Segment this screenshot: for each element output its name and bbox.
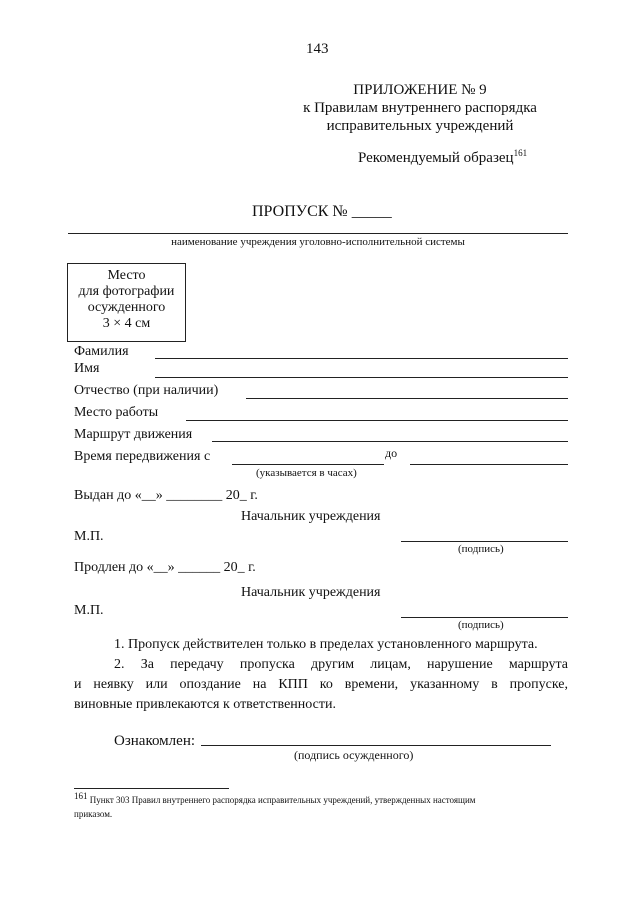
footnote-text-line-2: приказом. xyxy=(74,809,113,819)
institution-line xyxy=(68,233,568,234)
extended-until: Продлен до «__» ______ 20_ г. xyxy=(74,560,256,575)
appendix-title: ПРИЛОЖЕНИЕ № 9 xyxy=(353,82,487,98)
footnote-text: Пункт 303 Правил внутреннего распорядка исправительных учреждений, утвержденных настоящим xyxy=(89,795,476,805)
photo-line-2: для фотографии xyxy=(78,284,175,299)
photo-line-4: 3 × 4 см xyxy=(102,316,151,331)
issued-signature-caption: (подпись) xyxy=(458,543,504,555)
footnote-number: 161 xyxy=(74,791,88,801)
pass-title: ПРОПУСК № _____ xyxy=(252,203,392,220)
issued-stamp: М.П. xyxy=(74,529,104,544)
recommended-sample xyxy=(358,150,527,167)
workplace-field[interactable] xyxy=(186,420,568,421)
travel-time-to-label: до xyxy=(385,446,398,460)
acknowledged-caption: (подпись осужденного) xyxy=(294,748,414,762)
footnote-divider xyxy=(74,788,229,789)
footnote-ref: 161 xyxy=(513,148,528,158)
issued-signature-line[interactable] xyxy=(401,541,568,542)
patronymic-label: Отчество (при наличии) xyxy=(74,383,219,398)
recommended-sample-label: Рекомендуемый образец xyxy=(358,150,514,166)
route-field[interactable] xyxy=(212,441,568,442)
institution-caption: наименование учреждения уголовно-исполнительной системы xyxy=(171,236,465,248)
surname-field[interactable] xyxy=(155,358,568,359)
extended-stamp: М.П. xyxy=(74,603,104,618)
extended-signature-line[interactable] xyxy=(401,617,568,618)
rule-2-line-2: и неявку или опоздание на КПП ко времени, указанному в пропуске, xyxy=(74,677,568,692)
extended-chief: Начальник учреждения xyxy=(241,585,381,600)
photo-line-3: осужденного xyxy=(87,300,166,315)
patronymic-field[interactable] xyxy=(246,398,568,399)
issued-chief: Начальник учреждения xyxy=(241,509,381,524)
workplace-label: Место работы xyxy=(74,405,159,420)
rule-2-line-3: виновные привлекаются к ответственности. xyxy=(74,697,336,712)
travel-time-to-field[interactable] xyxy=(410,464,568,465)
travel-time-hint: (указывается в часах) xyxy=(256,467,357,479)
travel-time-label: Время передвижения с xyxy=(74,449,211,464)
surname-label: Фамилия xyxy=(74,344,129,359)
acknowledged-label: Ознакомлен: xyxy=(114,733,196,749)
travel-time-from-field[interactable] xyxy=(232,464,384,465)
issued-until: Выдан до «__» ________ 20_ г. xyxy=(74,488,258,503)
rule-1: 1. Пропуск действителен только в пределах установленного маршрута. xyxy=(114,637,538,652)
route-label: Маршрут движения xyxy=(74,427,193,442)
name-label: Имя xyxy=(74,361,100,376)
appendix-subtitle-2: исправительных учреждений xyxy=(326,118,514,134)
name-field[interactable] xyxy=(155,377,568,378)
extended-signature-caption: (подпись) xyxy=(458,619,504,631)
footnote-text-line-1 xyxy=(74,791,476,805)
acknowledged-signature-line[interactable] xyxy=(201,745,551,746)
photo-placeholder xyxy=(67,263,186,342)
photo-line-1: Место xyxy=(107,268,146,283)
page-number: 143 xyxy=(306,41,329,57)
rule-2-line-1: 2. За передачу пропуска другим лицам, нарушение маршрута xyxy=(114,657,568,672)
appendix-subtitle-1: к Правилам внутреннего распорядка xyxy=(303,100,537,116)
